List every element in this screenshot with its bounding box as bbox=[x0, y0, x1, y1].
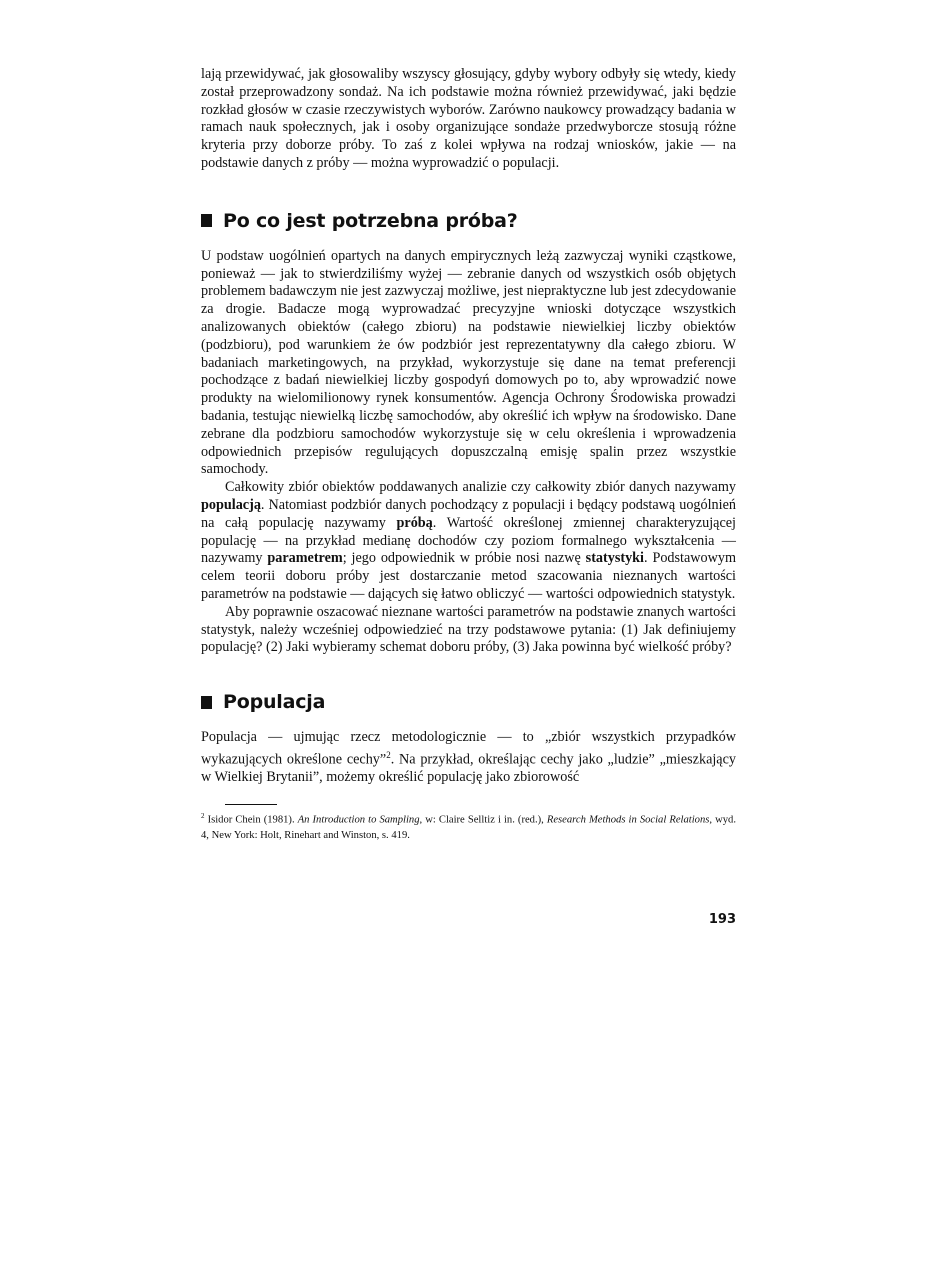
square-bullet-icon bbox=[201, 696, 212, 709]
footnote-text: , w: Claire Selltiz i in. (red.), bbox=[419, 814, 547, 826]
square-bullet-icon bbox=[201, 214, 212, 227]
term-statistic: statystyki bbox=[585, 550, 645, 567]
section-heading-population bbox=[201, 691, 736, 713]
text-span: . Wartość określonej zmiennej charakteryzującej populację — na przykład medianę dochodów czy poziom formalnego wykształcenia — nazywamy bbox=[201, 514, 737, 567]
term-population: populacją bbox=[201, 496, 261, 513]
section-heading-text: Populacja bbox=[223, 691, 326, 714]
paragraph-definitions bbox=[201, 479, 736, 604]
section-heading-text: Po co jest potrzebna próba? bbox=[223, 209, 518, 232]
text-span: Całkowity zbiór obiektów poddawanych analizie czy całkowity zbiór danych nazywamy bbox=[225, 479, 736, 496]
text-span: . Na przykład, określając cechy jako „ludzie” „mieszkający w Wielkiej Brytanii”, możemy określić populację jako zbiorowość bbox=[201, 751, 736, 786]
footnote bbox=[201, 809, 736, 843]
footnote-marker: 2 bbox=[201, 812, 205, 821]
text-span: ; jego odpowiednik w próbie nosi nazwę bbox=[342, 550, 586, 567]
footnote-text: , wyd. 4, New York: Holt, Rinehart and Winston, s. 419. bbox=[201, 814, 736, 841]
paragraph-questions: Aby poprawnie oszacować nieznane wartości parametrów na podstawie znanych wartości statystyk, należy wcześniej odpowiedzieć na trzy podstawowe pytania: (1) Jak definiujemy populację? (2) Jaki wybieramy schemat doboru próby, (3) Jaka powinna być wielkość próby? bbox=[201, 603, 736, 656]
text-span: . Podstawowym celem teorii doboru próby jest dostarczanie metod szacowania nieznanych wartości parametrów na podstawie — dających się łatwo obliczyć — wartości odpowiednich statystyk. bbox=[201, 550, 736, 602]
footnote-title: Research Methods in Social Relations bbox=[546, 814, 710, 826]
term-parameter: parametrem bbox=[267, 550, 343, 567]
page-body bbox=[201, 66, 737, 927]
paragraph-generalizations: U podstaw uogólnień opartych na danych empirycznych leżą zazwyczaj wyniki cząstkowe, ponieważ — jak to stwierdziliśmy wyżej — zebranie danych od wszystkich osób objętych problemem badawczym nie jest zazwyczaj możliwe, jest niepraktyczne lub jest zdecydowanie za drogie. Badacze mogą wyprowadzać precyzyjne wnioski dotyczące wszystkich analizowanych obiektów (całego zbioru) na podstawie niewielkiej liczby obiektów (podzbioru), pod warunkiem że ów podzbiór jest reprezentatywny dla całego zbioru. W badaniach marketingowych, na przykład, wykorzystuje się dane na temat preferencji pochodzące z badań niewielkiej liczby gospodyń domowych po to, aby wprowadzić nowe produkty na wielomilionowy rynek konsumentów. Agencja Ochrony Środowiska prowadzi badania, testując niewielką liczbę samochodów, aby określić ich wpływ na środowisko. Dane zebrane dla podzbioru samochodów wykorzystuje się w celu określenia i wprowadzenia odpowiednich przepisów regulujących dopuszczalną emisję spalin przez wszystkie samochody. bbox=[201, 247, 736, 478]
footnote-title: An Introduction to Sampling bbox=[297, 814, 420, 826]
footnote-divider bbox=[225, 804, 277, 805]
page-number: 193 bbox=[708, 912, 736, 927]
footnote-ref: 2 bbox=[386, 749, 391, 760]
text-span: Populacja — ujmując rzecz metodologicznie — to „zbiór wszystkich przypadków wykazujących określone cechy” bbox=[201, 729, 736, 768]
paragraph-population bbox=[201, 729, 736, 787]
intro-paragraph: lają przewidywać, jak głosowaliby wszyscy głosujący, gdyby wybory odbyły się wtedy, kiedy został przeprowadzony sondaż. Na ich podstawie można również przewidywać, jaki będzie rozkład głosów w czasie rzeczywistych wyborów. Zarówno naukowcy prowadzący badania w ramach nauk społecznych, jak i osoby organizujące sondaże przedwyborcze stosują różne kryteria przy doborze próby. To zaś z kolei wpływa na rodzaj wniosków, jakie — na podstawie danych z próby — można wyprowadzić o populacji. bbox=[201, 66, 736, 171]
term-sample: próbą bbox=[396, 514, 433, 531]
text-span: . Natomiast podzbiór danych pochodzący z populacji i będący podstawą uogólnień na całą populację nazywamy bbox=[201, 496, 736, 531]
section-heading-why-sample bbox=[201, 210, 736, 232]
footnote-author: Isidor Chein (1981). bbox=[204, 814, 298, 826]
